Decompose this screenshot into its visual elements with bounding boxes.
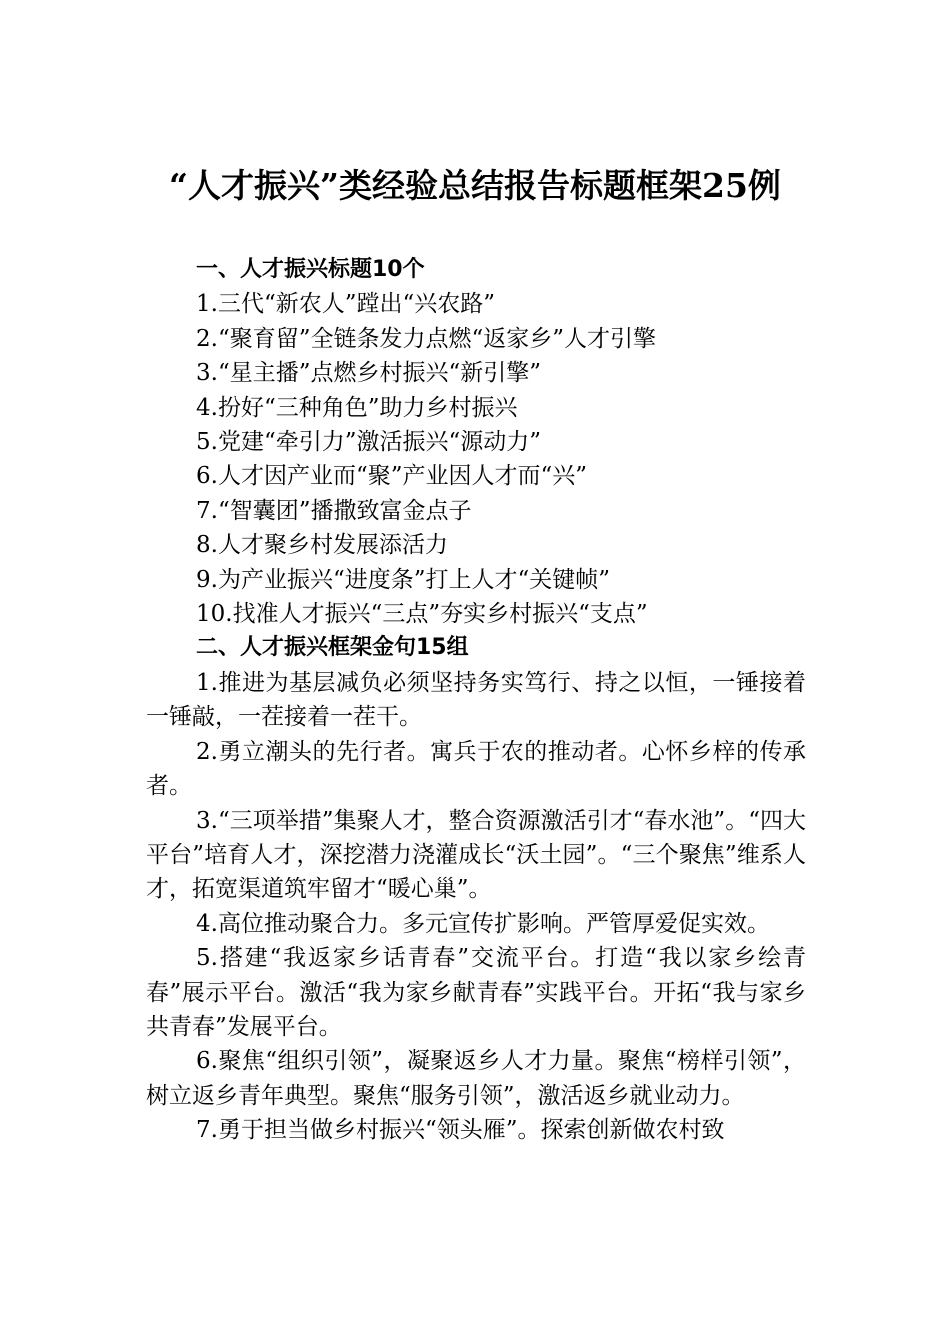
phrase-paragraph-4: 4.高位推动聚合力。多元宣传扩影响。严管厚爱促实效。 — [196, 910, 770, 937]
phrase-paragraph-5: 5.搭建“我返家乡话青春”交流平台。打造“我以家乡绘青春”展示平台。激活“我为家乡献青春”实践平台。开拓“我与家乡共青春”发展平台。 — [146, 945, 806, 1040]
title-item-6: 6.人才因产业而“聚”产业因人才而“兴” — [196, 463, 587, 490]
title-item-3: 3.“星主播”点燃乡村振兴“新引擎” — [196, 360, 541, 387]
document-body — [146, 253, 806, 1148]
section-heading-phrases: 二、人才振兴框架金句15组 — [196, 635, 469, 661]
phrase-paragraph-2: 2.勇立潮头的先行者。寓兵于农的推动者。心怀乡梓的传承者。 — [146, 738, 806, 800]
section-heading-titles: 一、人才振兴标题10个 — [196, 257, 425, 282]
title-item-10: 10.找准人才振兴“三点”夯实乡村振兴“支点” — [196, 601, 648, 628]
title-item-1: 1.三代“新农人”蹚出“兴农路” — [196, 291, 495, 318]
title-item-8: 8.人才聚乡村发展添活力 — [196, 532, 448, 559]
title-item-7: 7.“智囊团”播撒致富金点子 — [196, 497, 472, 524]
phrase-paragraph-3: 3.“三项举措”集聚人才，整合资源激活引才“春水池”。“四大平台”培育人才，深挖潜力浇灌成长“沃土园”。“三个聚焦”维系人才，拓宽渠道筑牢留才“暖心巢”。 — [146, 807, 806, 903]
title-item-2: 2.“聚育留”全链条发力点燃“返家乡”人才引擎 — [196, 325, 656, 352]
phrase-paragraph-7: 7.勇于担当做乡村振兴“领头雁”。探索创新做农村致 — [196, 1117, 725, 1144]
title-item-9: 9.为产业振兴“进度条”打上人才“关键帧” — [196, 566, 610, 593]
title-item-4: 4.扮好“三种角色”助力乡村振兴 — [196, 394, 518, 421]
title-item-5: 5.党建“牵引力”激活振兴“源动力” — [196, 429, 541, 456]
phrase-paragraph-6: 6.聚焦“组织引领”，凝聚返乡人才力量。聚焦“榜样引领”，树立返乡青年典型。聚焦“服务引领”，激活返乡就业动力。 — [146, 1048, 806, 1109]
phrase-paragraph-1: 1.推进为基层减负必须坚持务实笃行、持之以恒，一锤接着一锤敲，一茬接着一茬干。 — [146, 669, 806, 731]
document-title: “人才振兴”类经验总结报告标题框架25例 — [169, 166, 781, 205]
